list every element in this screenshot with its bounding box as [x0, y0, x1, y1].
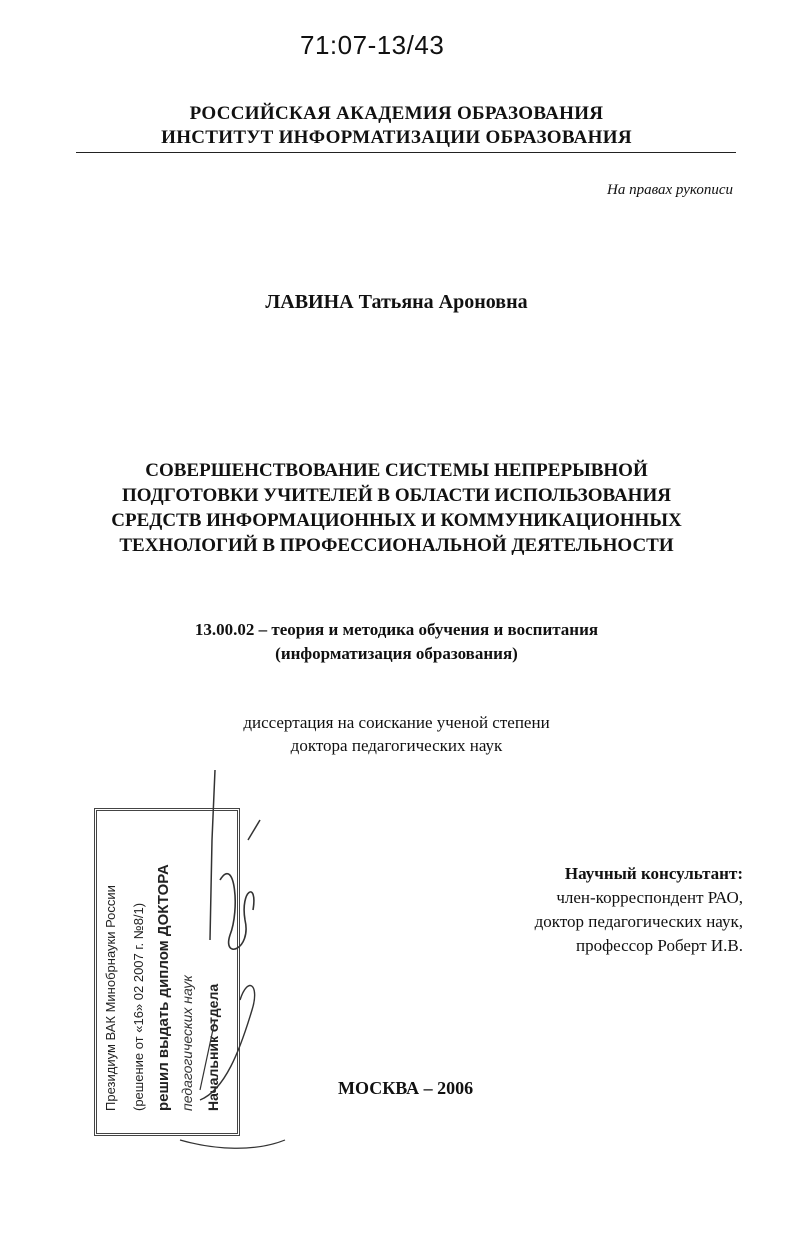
rights-note: На правах рукописи	[607, 182, 733, 198]
consultant-line-3: профессор Роберт И.В.	[576, 936, 743, 955]
consultant-line-1: член-корреспондент РАО,	[556, 888, 743, 907]
stamp-line-3: решил выдать диплом ДОКТОРА	[155, 864, 172, 1111]
dissertation-title-line-4: ТЕХНОЛОГИЙ В ПРОФЕССИОНАЛЬНОЙ ДЕЯТЕЛЬНОСТИ	[119, 535, 674, 556]
stamp-line-2: (решение от «16» 02 2007 г. №8/1)	[131, 902, 146, 1111]
stamp-line-4: педагогических наук	[179, 975, 195, 1111]
consultant-heading: Научный консультант:	[564, 864, 743, 883]
header-rule	[76, 152, 736, 153]
degree-line-1: диссертация на соискание ученой степени	[243, 713, 550, 732]
dissertation-title-line-2: ПОДГОТОВКИ УЧИТЕЛЕЙ В ОБЛАСТИ ИСПОЛЬЗОВАНИЯ	[122, 485, 671, 506]
handwritten-signature-icon	[160, 760, 300, 1160]
stamp-line-5: Начальник отдела	[205, 983, 221, 1111]
specialty-line-2: (информатизация образования)	[275, 644, 518, 663]
organization-line-2: ИНСТИТУТ ИНФОРМАТИЗАЦИИ ОБРАЗОВАНИЯ	[161, 127, 632, 148]
specialty-line-1: 13.00.02 – теория и методика обучения и воспитания	[194, 620, 599, 639]
stamp-line-1: Президиум ВАК Минобрнауки России	[103, 885, 118, 1111]
dissertation-title-line-3: СРЕДСТВ ИНФОРМАЦИОННЫХ И КОММУНИКАЦИОННЫХ	[111, 510, 682, 531]
degree-line-2: доктора педагогических наук	[290, 736, 503, 755]
author-name: ЛАВИНА Татьяна Ароновна	[265, 291, 528, 313]
catalog-number: 71:07-13/43	[300, 30, 445, 60]
organization-line-1: РОССИЙСКАЯ АКАДЕМИЯ ОБРАЗОВАНИЯ	[189, 103, 604, 124]
city-year: МОСКВА – 2006	[338, 1078, 474, 1098]
scientific-consultant	[535, 862, 743, 958]
consultant-line-2: доктор педагогических наук,	[534, 912, 743, 931]
dissertation-title-line-1: СОВЕРШЕНСТВОВАНИЕ СИСТЕМЫ НЕПРЕРЫВНОЙ	[145, 460, 648, 481]
